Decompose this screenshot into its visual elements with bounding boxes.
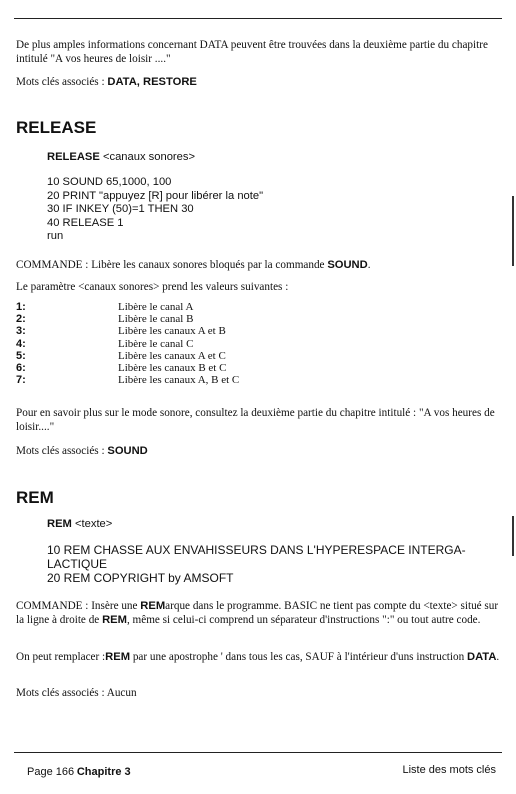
value-number: 2: <box>16 313 26 326</box>
syntax-argument: <texte> <box>71 518 113 530</box>
command-text: arque dans le programme. BASIC ne tient pas compte du <texte> situé sur la ligne à droite de <box>16 600 499 626</box>
value-description: Libère le canal C <box>118 337 194 350</box>
value-number: 5: <box>16 349 26 362</box>
value-description: Libère le canal B <box>118 313 194 326</box>
code-line: 20 REM COPYRIGHT by AMSOFT <box>47 571 234 585</box>
related-value: DATA, RESTORE <box>107 76 197 88</box>
value-number: 4: <box>16 337 26 350</box>
related-label: Mots clés associés : <box>16 445 108 457</box>
value-number: 7: <box>16 374 26 387</box>
rem-syntax <box>47 518 112 530</box>
value-number: 3: <box>16 325 26 338</box>
note-text: . <box>496 651 500 663</box>
command-keyword: REM <box>102 614 127 626</box>
code-line: LACTIQUE <box>47 557 108 571</box>
code-line: 10 SOUND 65,1000, 100 <box>47 176 172 188</box>
release-syntax <box>47 151 195 163</box>
value-description: Libère les canaux A et B <box>118 325 226 338</box>
table-row <box>16 301 436 313</box>
table-row <box>16 325 436 337</box>
related-value: SOUND <box>107 445 148 457</box>
note-keyword: REM <box>105 651 131 663</box>
page-number: Page 166 <box>27 766 75 778</box>
command-text: COMMANDE : Insère une <box>16 600 141 612</box>
syntax-argument: <canaux sonores> <box>99 151 196 163</box>
code-line: 40 RELEASE 1 <box>47 216 124 229</box>
release-more-info: Pour en savoir plus sur le mode sonore, consultez la deuxième partie du chapitre intitulé : "A vos heures de loisir...." <box>16 407 495 433</box>
code-line: 10 REM CHASSE AUX ENVAHISSEURS DANS L'HYPERESPACE INTERGA- <box>47 543 466 557</box>
rem-command-description <box>16 599 500 627</box>
syntax-keyword: RELEASE <box>47 151 100 163</box>
table-row <box>16 338 436 350</box>
syntax-keyword: REM <box>47 518 72 530</box>
code-line: 30 IF INKEY (50)=1 THEN 30 <box>47 203 194 215</box>
top-rule <box>14 18 502 19</box>
command-text: COMMANDE : Libère les canaux sonores bloqués par la commande <box>16 259 328 271</box>
table-row <box>16 313 436 325</box>
release-heading: RELEASE <box>16 118 97 137</box>
release-related-keywords <box>16 444 500 458</box>
rem-code-listing <box>47 543 487 585</box>
table-row <box>16 350 436 362</box>
note-text: On peut remplacer : <box>16 651 106 663</box>
value-description: Libère les canaux A et C <box>118 349 226 362</box>
release-param-intro: Le paramètre <canaux sonores> prend les valeurs suivantes : <box>16 281 289 293</box>
intro-related-keywords <box>16 75 500 89</box>
code-line: 20 PRINT "appuyez [R] pour libérer la note" <box>47 189 264 202</box>
scan-edge-mark <box>512 516 514 556</box>
command-keyword: REM <box>140 600 166 612</box>
command-text: . <box>367 259 371 271</box>
value-number: 6: <box>16 361 26 374</box>
command-keyword: SOUND <box>327 259 368 271</box>
value-description: Libère le canal A <box>118 301 194 313</box>
chapter-label: Chapitre 3 <box>76 766 131 778</box>
rem-heading: REM <box>16 488 54 507</box>
related-label: Mots clés associés : <box>16 76 108 88</box>
rem-related-keywords: Mots clés associés : Aucun <box>16 687 137 699</box>
release-values-table <box>16 301 436 386</box>
release-command-description <box>16 258 500 272</box>
value-description: Libère les canaux A, B et C <box>118 374 240 387</box>
note-text: par une apostrophe ' dans tous les cas, SAUF à l'intérieur d'uns instruction <box>130 651 467 663</box>
table-row <box>16 362 436 374</box>
code-line: run <box>47 230 64 242</box>
intro-paragraph: De plus amples informations concernant DATA peuvent être trouvées dans la deuxième partie du chapitre intitulé "A vos heures de loisir ...." <box>16 39 488 65</box>
rem-note <box>16 650 500 664</box>
footer-title: Liste des mots clés <box>402 764 496 776</box>
note-keyword: DATA <box>466 651 497 663</box>
release-code-listing <box>47 176 487 244</box>
value-number: 1: <box>16 301 26 313</box>
footer-page-info <box>27 766 131 778</box>
command-text: , même si celui-ci comprend un séparateur d'instructions ":" ou tout autre code. <box>126 614 481 626</box>
scan-edge-mark <box>512 196 514 266</box>
table-row <box>16 374 436 386</box>
value-description: Libère les canaux B et C <box>118 361 227 374</box>
bottom-rule <box>14 752 502 753</box>
